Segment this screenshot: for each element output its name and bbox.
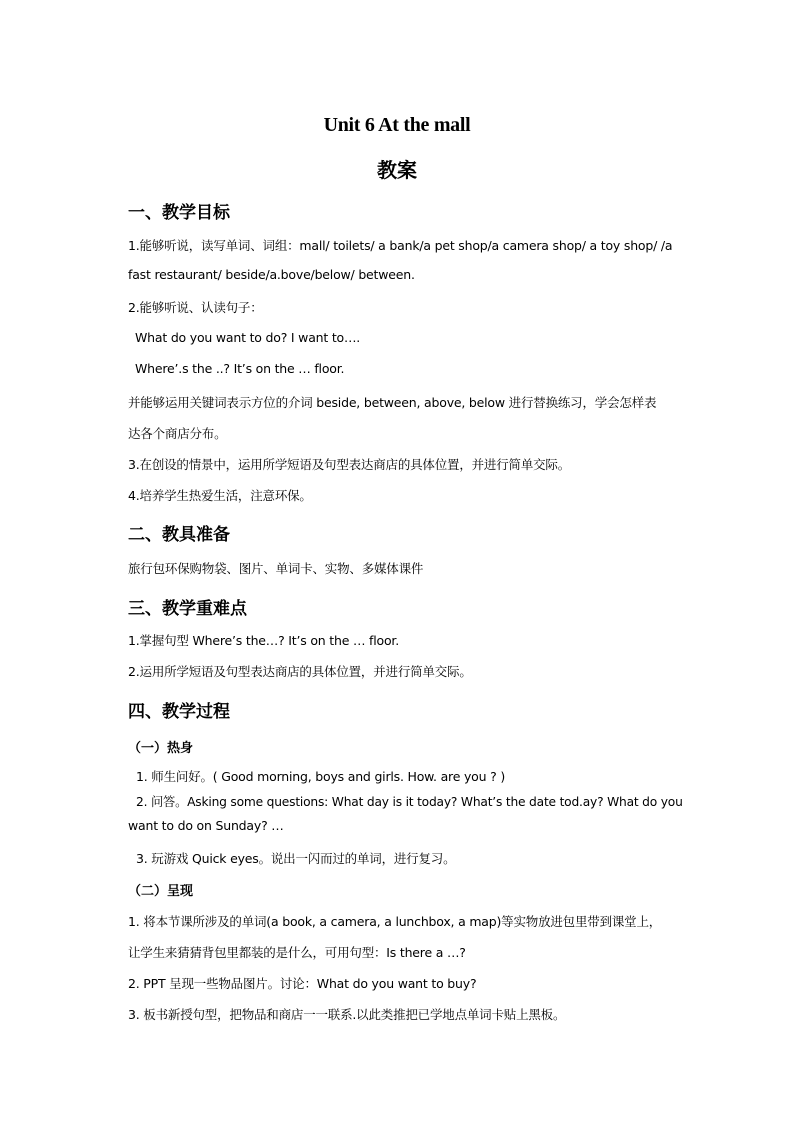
objective-line-5: Where’.s the ..? It’s on the … floor. (135, 361, 345, 376)
presentation-line-1: 1. 将本节课所涉及的单词(a book, a camera, a lunchbox, a map)等实物放进包里带到课堂上， (128, 914, 662, 929)
materials-line: 旅行包环保购物袋、图片、单词卡、实物、多媒体课件 (128, 561, 424, 576)
objective-line-2: fast restaurant/ beside/a.bove/below/ between. (128, 267, 415, 282)
section-heading-objectives: 一、教学目标 (128, 203, 230, 223)
section-heading-process: 四、教学过程 (128, 702, 230, 722)
warmup-line-4: 3. 玩游戏 Quick eyes。说出一闪而过的单词，进行复习。 (136, 851, 456, 866)
objective-line-9: 4.培养学生热爱生活，注意环保。 (128, 488, 312, 503)
objective-line-1: 1.能够听说，读写单词、词组：mall/ toilets/ a bank/a pet shop/a camera shop/ a toy shop/ /a (128, 238, 673, 253)
objective-line-4: What do you want to do? I want to…. (135, 330, 361, 345)
objective-line-7: 达各个商店分布。 (128, 426, 227, 441)
warmup-line-3: want to do on Sunday? … (128, 818, 284, 833)
objective-line-8: 3.在创设的情景中，运用所学短语及句型表达商店的具体位置，并进行简单交际。 (128, 457, 571, 472)
document-subtitle: 教案 (377, 158, 417, 182)
warmup-line-1: 1. 师生问好。( Good morning, boys and girls. How. are you ? ) (136, 769, 506, 784)
subheading-warmup: （一）热身 (128, 741, 194, 756)
subheading-presentation: （二）呈现 (128, 884, 194, 899)
warmup-line-2: 2. 问答。Asking some questions: What day is it today? What’s the date tod.ay? What do you (136, 795, 683, 809)
objective-line-3: 2.能够听说、认读句子： (128, 300, 263, 315)
section-heading-materials: 二、教具准备 (128, 525, 230, 545)
document-title: Unit 6 At the mall (323, 114, 471, 136)
presentation-line-2: 让学生来猜猜背包里都装的是什么，可用句型：Is there a …? (128, 945, 466, 960)
presentation-line-4: 3. 板书新授句型，把物品和商店一一联系.以此类推把已学地点单词卡贴上黑板。 (128, 1007, 566, 1022)
section-heading-key-points: 三、教学重难点 (128, 599, 247, 619)
presentation-line-3: 2. PPT 呈现一些物品图片。讨论：What do you want to buy? (128, 976, 477, 991)
key-point-line-2: 2.运用所学短语及句型表达商店的具体位置，并进行简单交际。 (128, 664, 472, 679)
objective-line-6: 并能够运用关键词表示方位的介词 beside, between, above, below 进行替换练习，学会怎样表 (128, 395, 657, 410)
key-point-line-1: 1.掌握句型 Where’s the…? It’s on the … floor. (128, 633, 399, 648)
